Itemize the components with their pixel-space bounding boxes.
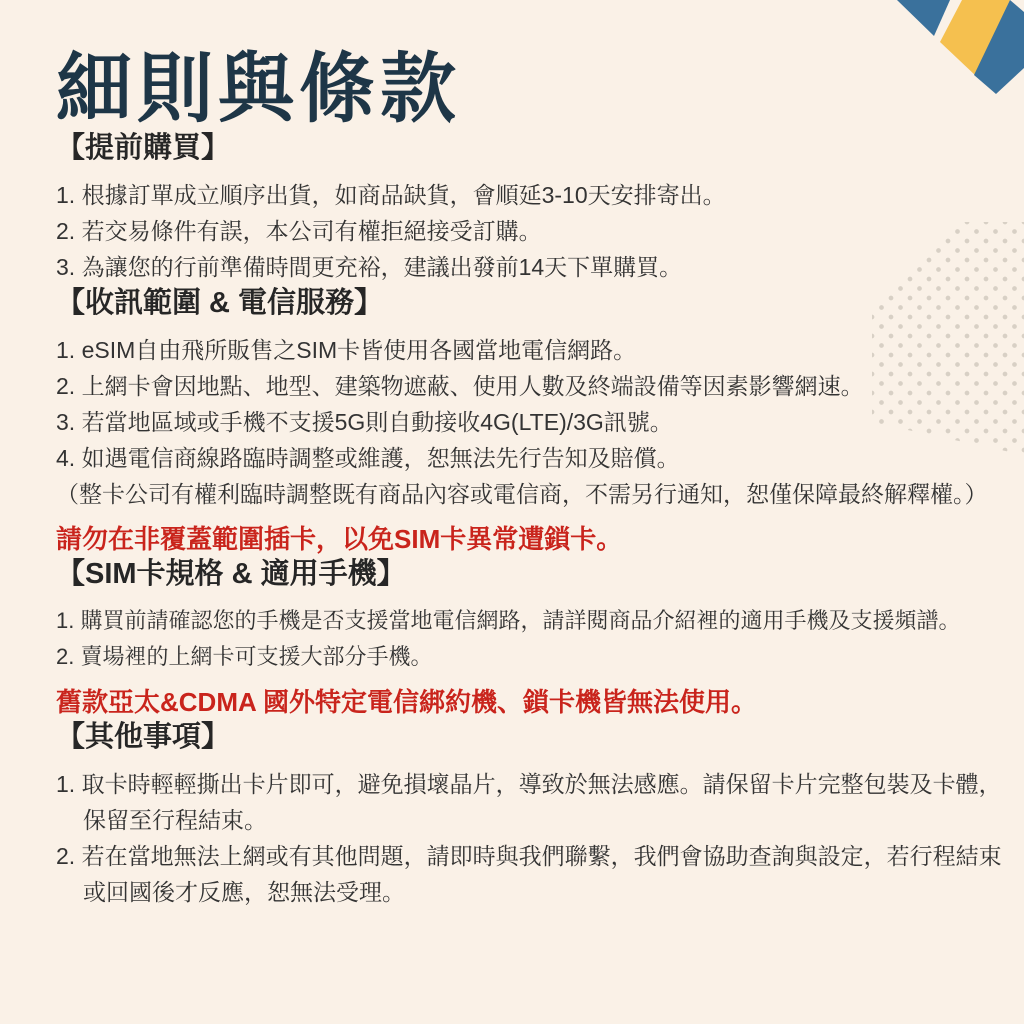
list-item: 2. 若在當地無法上網或有其他問題，請即時與我們聯繫，我們會協助查詢與設定，若行程結束或回國後才反應，恕無法受理。: [56, 842, 1002, 905]
advance-purchase-list: [56, 177, 1008, 285]
other-matters-list: [56, 766, 1008, 910]
incompatible-devices-warning: 舊款亞太&CDMA 國外特定電信綁約機、鎖卡機皆無法使用。: [56, 686, 758, 717]
sim-lock-warning: 請勿在非覆蓋範圍插卡，以免SIM卡異常遭鎖卡。: [56, 523, 623, 554]
disclaimer-note: （整卡公司有權利臨時調整既有商品內容或電信商，不需另行通知，恕僅保障最終解釋權。）: [56, 480, 988, 507]
list-item: 1. 購買前請確認您的手機是否支援當地電信網路，請詳閱商品介紹裡的適用手機及支援頻譜。: [56, 607, 961, 633]
list-item: 2. 上網卡會因地點、地型、建築物遮蔽、使用人數及終端設備等因素影響網速。: [56, 372, 864, 399]
list-item: 2. 若交易條件有誤，本公司有權拒絕接受訂購。: [56, 217, 542, 244]
list-item: 1. 根據訂單成立順序出貨，如商品缺貨，會順延3-10天安排寄出。: [56, 181, 726, 208]
section-heading-coverage-telecom: 【收訊範圍 & 電信服務】: [56, 286, 384, 319]
section-heading-sim-spec-devices: 【SIM卡規格 & 適用手機】: [56, 557, 406, 590]
list-item: 2. 賣場裡的上網卡可支援大部分手機。: [56, 643, 433, 669]
list-item: 3. 若當地區域或手機不支援5G則自動接收4G(LTE)/3G訊號。: [56, 408, 673, 435]
sim-spec-list: [56, 603, 1008, 675]
list-item: 4. 如遇電信商線路臨時調整或維護，恕無法先行告知及賠償。: [56, 444, 680, 471]
list-item: 1. eSIM自由飛所販售之SIM卡皆使用各國當地電信網路。: [56, 336, 637, 363]
page-title: 細則與條款: [56, 47, 461, 132]
list-item: 1. 取卡時輕輕撕出卡片即可，避免損壞晶片，導致於無法感應。請保留卡片完整包裝及卡體，保留至行程結束。: [56, 770, 1002, 833]
coverage-telecom-list: [56, 332, 1008, 512]
section-heading-advance-purchase: 【提前購買】: [56, 131, 231, 164]
section-heading-other-matters: 【其他事項】: [56, 720, 231, 753]
list-item: 3. 為讓您的行前準備時間更充裕，建議出發前14天下單購買。: [56, 253, 683, 280]
